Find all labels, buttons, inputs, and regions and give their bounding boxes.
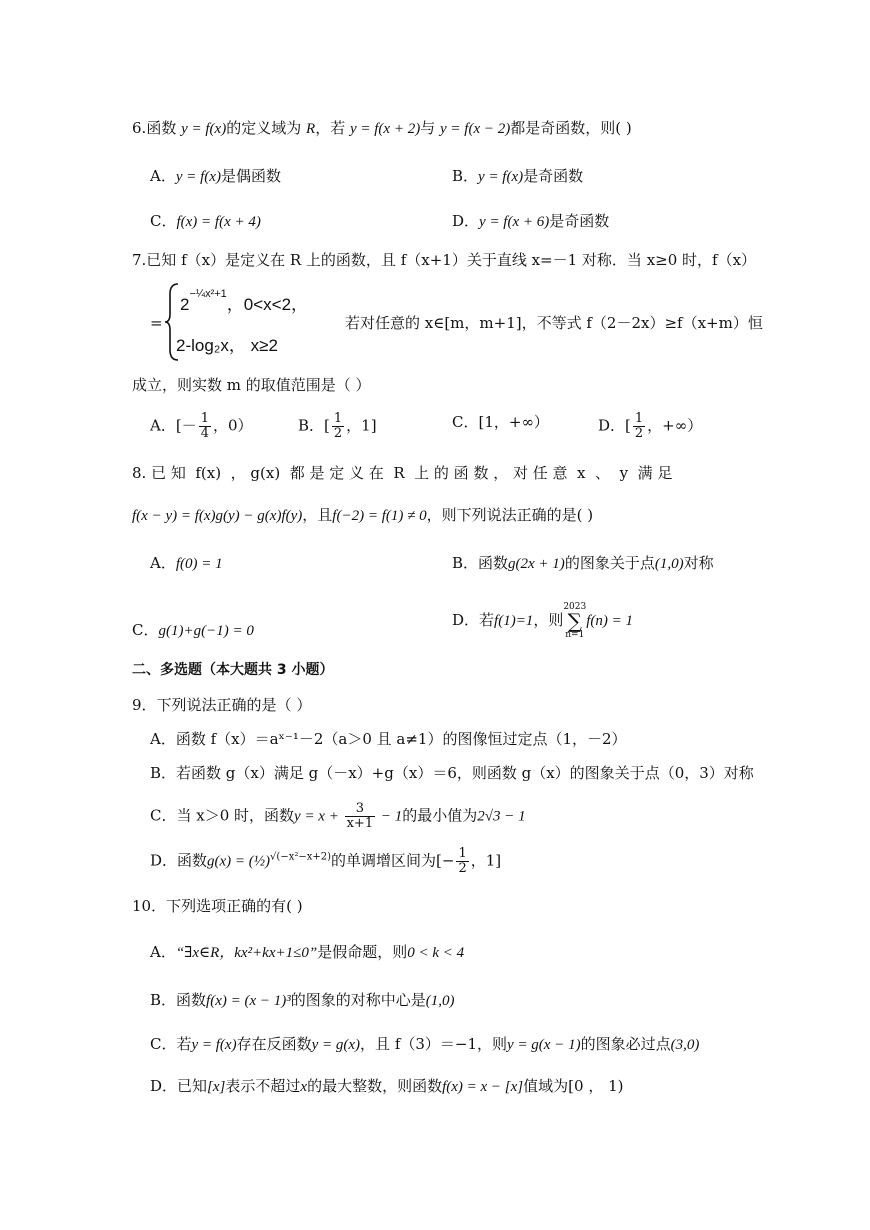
q8-d-sum — [563, 602, 586, 640]
q6-option-a — [150, 166, 281, 187]
q8-b-point: (1,0) — [654, 556, 684, 572]
q7-a-frac-d: 4 — [200, 426, 209, 441]
q10-paren: ( ) — [286, 897, 303, 915]
q8-mid: ，且 — [302, 506, 333, 524]
q6-paren: ( ) — [615, 119, 632, 137]
q10-d-math: [x] — [207, 1079, 226, 1095]
q8-b-math: g(2x + 1) — [508, 556, 565, 572]
q6-number: 6. — [132, 119, 147, 137]
q7-b-frac — [332, 412, 344, 441]
q6-c-math: f(x) = f(x + 4) — [176, 214, 261, 230]
q9-stem: 9．下列说法正确的是（ ） — [132, 696, 312, 714]
q8-option-d — [452, 602, 633, 640]
q9-option-b: B．若函数 g（x）满足 g（－x）+g（x）＝6，则函数 g（x）的图象关于点（0，3）对称 — [150, 764, 754, 782]
q6-math-2: R — [306, 121, 316, 137]
q10-c-math-3: y = g(x − 1) — [507, 1037, 581, 1053]
q7-d-frac — [633, 412, 645, 441]
q7-d-label: D．[ — [598, 416, 631, 435]
q10-b-math: f(x) = (x − 1)³ — [206, 993, 291, 1009]
q8-tail: ，则下列说法正确的是 — [426, 506, 577, 524]
q9-d-text-b: 的单调增区间为 — [331, 851, 437, 870]
q7-option-d — [598, 412, 702, 441]
q7-b-frac-n: 1 — [333, 411, 343, 426]
q9-option-c — [150, 802, 526, 831]
q6-a-math: y = f(x) — [175, 169, 221, 185]
q10-d-x: x — [300, 1079, 308, 1095]
q7-d-tail: ，+∞） — [647, 416, 703, 435]
q9-c-text-b: 的最小值为 — [402, 806, 478, 825]
q8-d-sum-expr: f(n) = 1 — [586, 613, 634, 629]
q6-b-label: B． — [452, 167, 479, 185]
q6-b-math: y = f(x) — [478, 169, 524, 185]
q10-d-math-2: f(x) = x − [x] — [442, 1079, 524, 1095]
q6-text-c: ，若 — [315, 119, 346, 137]
q10-option-b — [150, 990, 455, 1011]
q9-c-math: y = x + — [294, 808, 343, 825]
q6-stem — [132, 118, 632, 139]
q10-c-mid-2: ，且 f（3）＝−1，则 — [360, 1035, 508, 1053]
q7-b-frac-d: 2 — [333, 426, 343, 441]
q7-stem-line2: 若对任意的 x∈[m，m+1]，不等式 f（2－2x）≥f（x+m）恒 — [345, 314, 763, 332]
q6-a-text: 是偶函数 — [220, 167, 281, 185]
q6-d-math: y = f(x + 6) — [479, 214, 550, 230]
q10-stem-text: 10．下列选项正确的有 — [132, 897, 287, 915]
q8-math-2: f(−2) = f(1) ≠ 0 — [332, 508, 427, 524]
q8-d-mid: ，则 — [533, 611, 564, 629]
q7-piece1-base: 2 — [180, 295, 190, 314]
q6-option-c — [150, 211, 261, 232]
q6-text-e: 都是奇函数，则 — [510, 119, 616, 137]
q8-option-c — [132, 620, 254, 641]
q8-stem-line1: 8. 已 知 f(x) ， g(x) 都 是 定 义 在 R 上 的 函 数 ， 对 任 意 x 、 y 满 足 — [132, 464, 673, 482]
q6-a-label: A． — [150, 167, 176, 185]
q6-option-b — [452, 166, 583, 187]
section-heading: 二、多选题（本大题共 3 小题） — [132, 662, 334, 678]
q7-equals: = — [150, 314, 163, 332]
q10-d-label: D．已知 — [150, 1077, 208, 1095]
q8-math-1: f(x − y) = f(x)g(y) − g(x)f(y) — [132, 508, 303, 524]
q9-c-frac-n: 3 — [345, 802, 376, 817]
q6-text-d: 与 — [420, 119, 436, 137]
q8-d-math: f(1)=1 — [494, 613, 534, 629]
q7-b-tail: ，1] — [346, 416, 377, 435]
q6-math-4: y = f(x − 2) — [440, 121, 511, 137]
q10-b-label: B．函数 — [150, 991, 207, 1009]
q7-stem-line3: 成立，则实数 m 的取值范围是（ ） — [132, 376, 371, 394]
q8-a-math: f(0) = 1 — [175, 556, 223, 572]
q7-a-tail: ，0） — [212, 416, 253, 435]
q7-piece1-exp: −¼x²+1 — [189, 288, 227, 301]
q10-c-mid-3: 的图象必过点 — [580, 1035, 671, 1053]
q10-c-label: C．若 — [150, 1035, 192, 1053]
q8-stem-line2 — [132, 505, 593, 526]
q8-d-sum-top: 2023 — [563, 602, 587, 612]
q9-option-d — [150, 847, 501, 876]
q7-piece1-cond: ，0<x<2， — [226, 295, 309, 314]
q10-c-math: y = f(x) — [191, 1037, 237, 1053]
q9-c-frac — [345, 802, 376, 831]
q10-b-mid: 的图象的对称中心是 — [290, 991, 426, 1009]
q10-a-mid: 是假命题，则 — [317, 943, 408, 961]
q8-c-label: C． — [132, 621, 159, 639]
q10-c-math-2: y = g(x) — [311, 1037, 361, 1053]
q9-d-math: g(x) = (½) — [207, 853, 271, 870]
q6-math-1: y = f(x) — [181, 121, 227, 137]
q6-text-b: 的定义域为 — [226, 119, 302, 137]
q9-d-frac-n: 1 — [458, 846, 467, 861]
q9-d-frac-d: 2 — [458, 861, 467, 876]
q8-paren: ( ) — [576, 506, 594, 524]
q10-d-mid: 表示不超过 — [225, 1077, 301, 1095]
q9-c-value: 2√3 − 1 — [477, 808, 526, 825]
q6-option-d — [452, 211, 609, 232]
q6-c-label: C． — [150, 212, 177, 230]
q7-piece-1 — [180, 290, 308, 315]
q9-c-math-2: − 1 — [377, 808, 403, 825]
q9-d-frac — [456, 847, 468, 876]
q7-a-label: A．[－ — [150, 416, 197, 435]
q10-b-point: (1,0) — [425, 993, 455, 1009]
q10-c-point: (3,0) — [670, 1037, 700, 1053]
q8-option-a — [150, 553, 223, 574]
q8-a-label: A． — [150, 554, 176, 572]
q9-d-text-a: D．函数 — [150, 851, 208, 870]
q6-d-text: 是奇函数 — [549, 212, 610, 230]
q8-d-label: D．若 — [452, 611, 495, 629]
q9-c-frac-d: x+1 — [346, 816, 374, 831]
q8-b-mid: 的图象关于点 — [564, 554, 655, 572]
q10-option-a — [150, 942, 464, 963]
q7-d-frac-n: 1 — [634, 411, 644, 426]
q8-c-math: g(1)+g(−1) = 0 — [158, 623, 254, 639]
q7-d-frac-d: 2 — [634, 426, 644, 441]
q9-c-text-a: C．当 x＞0 时，函数 — [150, 806, 295, 825]
q6-b-text: 是奇函数 — [523, 167, 584, 185]
q10-a-label: A． — [150, 943, 176, 961]
q7-b-label: B．[ — [298, 416, 330, 435]
q10-option-d — [150, 1076, 623, 1097]
q8-d-sum-sigma: ∑ — [567, 609, 582, 633]
q10-c-mid: 存在反函数 — [236, 1035, 312, 1053]
q9-d-interval-a: [− — [436, 851, 455, 870]
q7-option-b — [298, 412, 377, 441]
q10-option-c — [150, 1034, 699, 1055]
q10-d-mid-3: 值域为 — [523, 1077, 569, 1095]
q9-d-exponent: √(−x²−x+2) — [270, 851, 332, 863]
q8-d-sum-bottom: n=1 — [565, 630, 585, 640]
q10-a-math-2: 0 < k < 4 — [407, 945, 465, 961]
q10-d-mid-2: 的最大整数，则函数 — [307, 1077, 443, 1095]
q7-option-c: C．[1，+∞） — [452, 413, 549, 431]
q10-a-math: “∃x∈R，kx²+kx+1≤0” — [175, 945, 318, 961]
q6-text-a: 函数 — [146, 119, 177, 137]
q8-option-b — [452, 553, 714, 574]
q9-option-a: A．函数 f（x）＝aˣ⁻¹－2（a＞0 且 a≠1）的图像恒过定点（1，－2） — [150, 730, 627, 748]
q8-b-tail: 对称 — [683, 554, 714, 572]
q8-b-label: B．函数 — [452, 554, 509, 572]
q6-d-label: D． — [452, 212, 480, 230]
q7-a-frac-n: 1 — [200, 411, 209, 426]
q10-d-interval: [0 ， 1) — [568, 1077, 624, 1095]
q9-d-interval-b: ，1] — [470, 851, 502, 870]
q6-math-3: y = f(x + 2) — [349, 121, 421, 137]
q7-piece-2: 2-log₂x， x≥2 — [176, 336, 278, 355]
q7-a-frac — [199, 412, 211, 441]
q10-stem — [132, 896, 303, 916]
q7-stem-line1: 7.已知 f（x）是定义在 R 上的函数，且 f（x+1）关于直线 x=－1 对称．当 x≥0 时，f（x） — [132, 251, 757, 269]
q7-option-a — [150, 412, 253, 441]
